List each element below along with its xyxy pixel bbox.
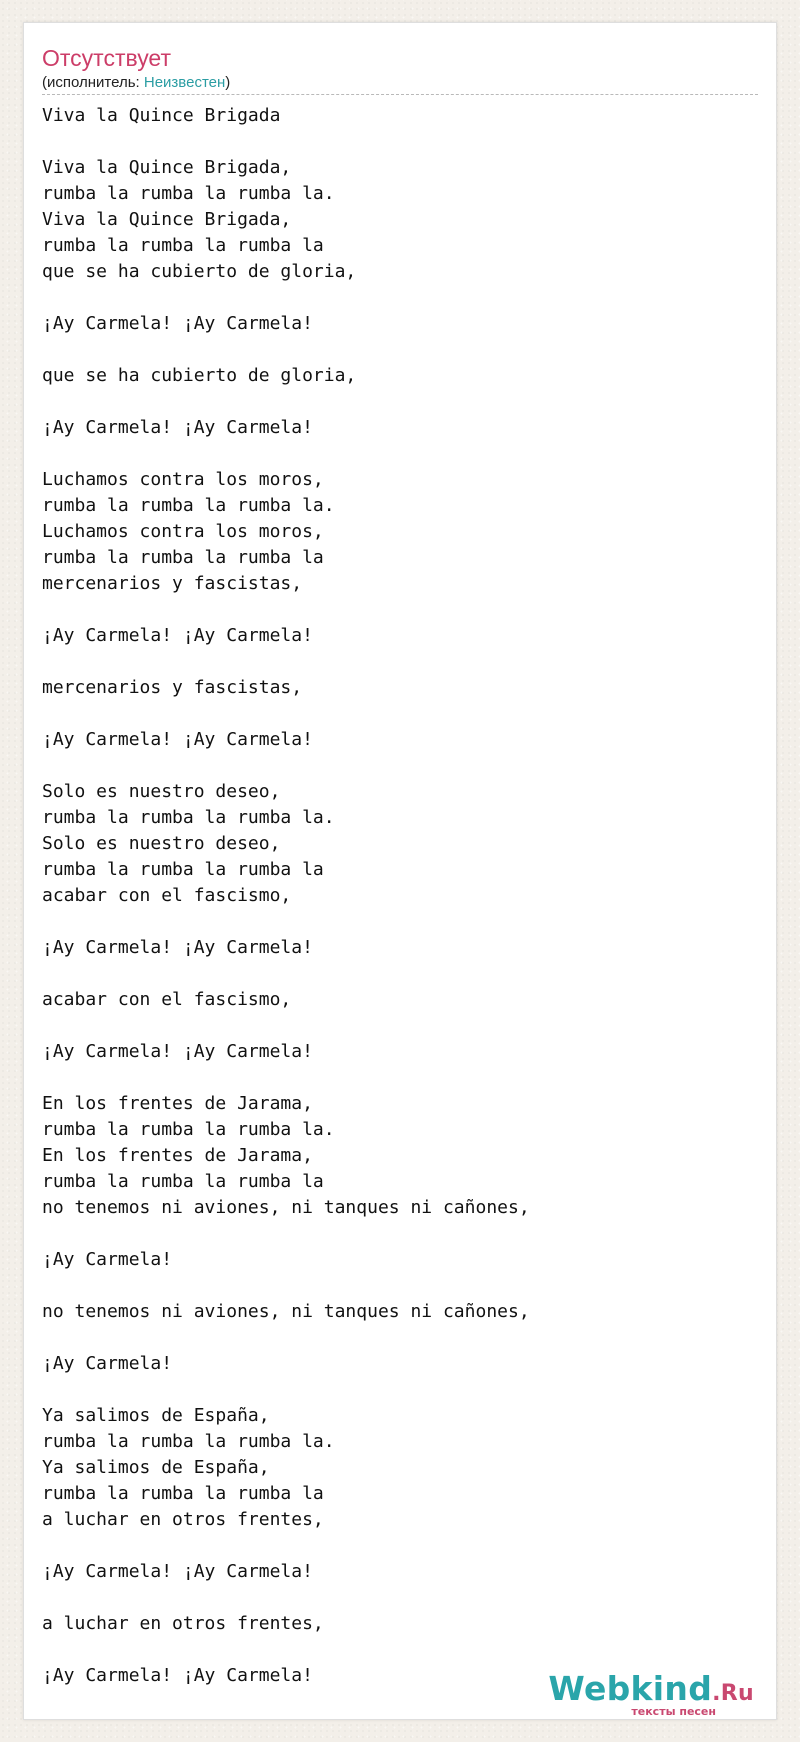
performer-line bbox=[42, 73, 230, 93]
logo-name: Webkind bbox=[548, 1669, 713, 1708]
logo-wordmark bbox=[548, 1669, 754, 1708]
performer-suffix: ) bbox=[225, 74, 231, 91]
logo-tld: .Ru bbox=[712, 1681, 754, 1706]
header-divider bbox=[42, 94, 758, 95]
performer-prefix: (исполнитель: bbox=[42, 74, 144, 91]
webkind-logo[interactable] bbox=[548, 1669, 754, 1718]
logo-tagline: тексты песен bbox=[631, 1705, 716, 1718]
song-title: Отсутствует bbox=[42, 45, 171, 71]
lyrics-card bbox=[23, 22, 777, 1720]
lyrics-text: Viva la Quince Brigada Viva la Quince Brigada, rumba la rumba la rumba la. Viva la Quince Brigada, rumba la rumba la rumba la que se ha cubierto de gloria, ¡Ay Carmela! ¡Ay Carmela! que se ha cubierto de gloria, ¡Ay Carmela! ¡Ay Carmela! Luchamos contra los moros, rumba la rumba la rumba la. Luchamos contra los moros, rumba la rumba la rumba la mercenarios y fascistas, ¡Ay Carmela! ¡Ay Carmela! mercenarios y fascistas, ¡Ay Carmela! ¡Ay Carmela! Solo es nuestro deseo, rumba la rumba la rumba la. Solo es nuestro deseo, rumba la rumba la rumba la acabar con el fascismo, ¡Ay Carmela! ¡Ay Carmela! acabar con el fascismo, ¡Ay Carmela! ¡Ay Carmela! En los frentes de Jarama, rumba la rumba la rumba la. En los frentes de Jarama, rumba la rumba la rumba la no tenemos ni aviones, ni tanques ni cañones, ¡Ay Carmela! no tenemos ni aviones, ni tanques ni cañones, ¡Ay Carmela! Ya salimos de España, rumba la rumba la rumba la. Ya salimos de España, rumba la rumba la rumba la a luchar en otros frentes, ¡Ay Carmela! ¡Ay Carmela! a luchar en otros frentes, ¡Ay Carmela! ¡Ay Carmela! bbox=[42, 105, 530, 1686]
performer-link[interactable]: Неизвестен bbox=[143, 74, 226, 91]
